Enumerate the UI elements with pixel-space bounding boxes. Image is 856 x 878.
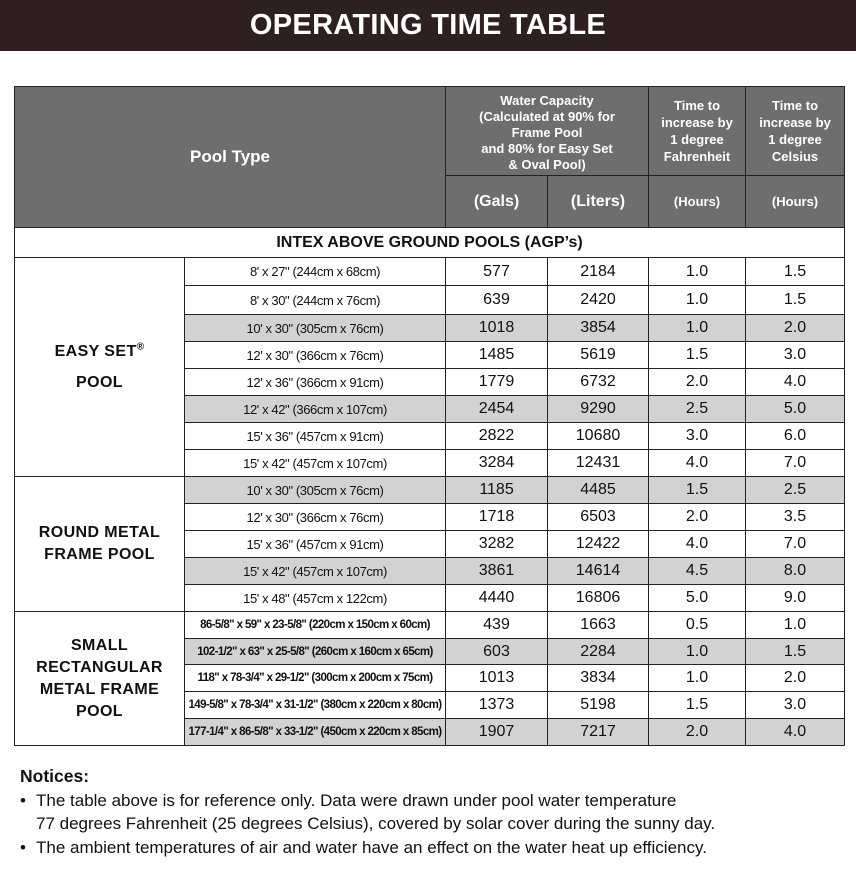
cell-gals: 1779 (446, 369, 548, 396)
table-row (15, 258, 845, 286)
cell-hours-c: 2.5 (746, 477, 845, 504)
header-line: increase by (661, 115, 733, 130)
pool-size: 177-1/4" x 86-5/8" x 33-1/2" (450cm x 220cm x 85cm) (185, 719, 446, 746)
cell-hours-c: 7.0 (746, 531, 845, 558)
cell-gals: 603 (446, 639, 548, 665)
cell-gals: 2454 (446, 396, 548, 423)
pool-group-name (15, 612, 185, 746)
cell-hours-f: 2.5 (649, 396, 746, 423)
cell-liters: 5619 (548, 342, 649, 369)
cell-hours-f: 4.5 (649, 558, 746, 585)
header-line: (Calculated at 90% for (479, 108, 615, 124)
cell-gals: 1013 (446, 665, 548, 692)
cell-liters: 2184 (548, 258, 649, 286)
cell-liters: 12422 (548, 531, 649, 558)
pool-size: 8' x 30" (244cm x 76cm) (185, 286, 446, 315)
cell-hours-c: 3.0 (746, 342, 845, 369)
table-row (15, 612, 845, 639)
cell-gals: 1373 (446, 692, 548, 719)
header-line: Celsius (771, 149, 819, 164)
cell-gals: 3284 (446, 450, 548, 477)
table-row (15, 477, 845, 504)
cell-liters: 16806 (548, 585, 649, 612)
cell-liters: 14614 (548, 558, 649, 585)
pool-group-line: POOL (76, 702, 123, 720)
pool-group-name (15, 477, 185, 612)
cell-gals: 4440 (446, 585, 548, 612)
header-liters: (Liters) (548, 176, 649, 228)
cell-gals: 1185 (446, 477, 548, 504)
cell-hours-c: 2.0 (746, 315, 845, 342)
cell-gals: 3861 (446, 558, 548, 585)
notice-line: The ambient temperatures of air and water have an effect on the water heat up efficiency. (36, 837, 707, 857)
cell-gals: 2822 (446, 423, 548, 450)
pool-size: 15' x 36" (457cm x 91cm) (185, 531, 446, 558)
cell-hours-f: 2.0 (649, 369, 746, 396)
cell-hours-f: 1.5 (649, 342, 746, 369)
pool-size: 10' x 30" (305cm x 76cm) (185, 315, 446, 342)
pool-group-line: SMALL (70, 636, 129, 654)
cell-gals: 1485 (446, 342, 548, 369)
pool-size: 12' x 30" (366cm x 76cm) (185, 504, 446, 531)
cell-hours-c: 3.0 (746, 692, 845, 719)
pool-size: 12' x 42" (366cm x 107cm) (185, 396, 446, 423)
cell-liters: 5198 (548, 692, 649, 719)
header-line: Fahrenheit (663, 149, 731, 164)
cell-gals: 1018 (446, 315, 548, 342)
cell-liters: 12431 (548, 450, 649, 477)
cell-liters: 6732 (548, 369, 649, 396)
pool-group-line: RECTANGULAR (36, 658, 163, 676)
cell-hours-c: 1.5 (746, 258, 845, 286)
header-hours-fahrenheit: (Hours) (649, 176, 746, 228)
notice-line: 77 degrees Fahrenheit (25 degrees Celsius), covered by solar cover during the sunny day. (36, 814, 716, 833)
cell-hours-f: 3.0 (649, 423, 746, 450)
pool-group-name (15, 258, 185, 477)
cell-hours-c: 7.0 (746, 450, 845, 477)
cell-liters: 9290 (548, 396, 649, 423)
cell-gals: 3282 (446, 531, 548, 558)
cell-hours-f: 1.0 (649, 286, 746, 315)
pool-size: 15' x 42" (457cm x 107cm) (185, 450, 446, 477)
cell-hours-f: 2.0 (649, 719, 746, 746)
page-title: OPERATING TIME TABLE (0, 0, 856, 51)
cell-gals: 1718 (446, 504, 548, 531)
notice-line: The table above is for reference only. Data were drawn under pool water temperature (36, 790, 677, 810)
cell-gals: 439 (446, 612, 548, 639)
pool-size: 102-1/2" x 63" x 25-5/8" (260cm x 160cm x 65cm) (185, 639, 446, 665)
cell-hours-c: 1.5 (746, 639, 845, 665)
operating-time-table (14, 86, 845, 746)
notice-item (20, 789, 850, 836)
cell-gals: 1907 (446, 719, 548, 746)
header-line: 1 degree (670, 132, 724, 147)
pool-size: 10' x 30" (305cm x 76cm) (185, 477, 446, 504)
notices (20, 765, 850, 859)
cell-hours-f: 1.0 (649, 665, 746, 692)
header-water-capacity (446, 87, 649, 176)
registered-mark: ® (136, 341, 145, 353)
cell-hours-f: 5.0 (649, 585, 746, 612)
cell-liters: 2420 (548, 286, 649, 315)
cell-hours-c: 3.5 (746, 504, 845, 531)
bullet-icon: • (20, 837, 26, 857)
pool-size: 15' x 36" (457cm x 91cm) (185, 423, 446, 450)
section-title: INTEX ABOVE GROUND POOLS (AGP’s) (15, 228, 845, 258)
cell-liters: 2284 (548, 639, 649, 665)
header-line: and 80% for Easy Set (481, 140, 613, 156)
cell-hours-f: 2.0 (649, 504, 746, 531)
cell-liters: 6503 (548, 504, 649, 531)
pool-size: 86-5/8" x 59" x 23-5/8" (220cm x 150cm x 60cm) (185, 612, 446, 639)
header-line: increase by (759, 115, 831, 130)
cell-gals: 577 (446, 258, 548, 286)
pool-size: 12' x 36" (366cm x 91cm) (185, 369, 446, 396)
cell-liters: 3854 (548, 315, 649, 342)
pool-group-line: ROUND METAL (38, 524, 161, 541)
cell-liters: 4485 (548, 477, 649, 504)
cell-hours-c: 5.0 (746, 396, 845, 423)
header-gals: (Gals) (446, 176, 548, 228)
cell-hours-c: 4.0 (746, 719, 845, 746)
pool-size: 149-5/8" x 78-3/4" x 31-1/2" (380cm x 220cm x 80cm) (185, 692, 446, 719)
header-hours-celsius: (Hours) (746, 176, 845, 228)
pool-size: 15' x 48" (457cm x 122cm) (185, 585, 446, 612)
pool-size: 15' x 42" (457cm x 107cm) (185, 558, 446, 585)
pool-group-line: EASY SET® (54, 341, 145, 360)
pool-size: 8' x 27" (244cm x 68cm) (185, 258, 446, 286)
cell-hours-c: 1.0 (746, 612, 845, 639)
header-line: 1 degree (768, 132, 822, 147)
cell-hours-f: 4.0 (649, 531, 746, 558)
cell-liters: 10680 (548, 423, 649, 450)
cell-liters: 3834 (548, 665, 649, 692)
cell-liters: 7217 (548, 719, 649, 746)
notices-heading: Notices: (20, 766, 90, 786)
cell-hours-c: 1.5 (746, 286, 845, 315)
header-time-fahrenheit (649, 87, 746, 176)
cell-hours-c: 9.0 (746, 585, 845, 612)
cell-hours-f: 1.0 (649, 315, 746, 342)
header-line: & Oval Pool) (508, 156, 586, 172)
cell-hours-f: 1.0 (649, 639, 746, 665)
cell-hours-c: 6.0 (746, 423, 845, 450)
pool-group-line: POOL (76, 373, 123, 391)
header-time-celsius (746, 87, 845, 176)
cell-hours-f: 1.5 (649, 477, 746, 504)
cell-hours-c: 4.0 (746, 369, 845, 396)
cell-liters: 1663 (548, 612, 649, 639)
cell-gals: 639 (446, 286, 548, 315)
header-line: Water Capacity (500, 92, 594, 108)
cell-hours-c: 2.0 (746, 665, 845, 692)
pool-size: 12' x 30" (366cm x 76cm) (185, 342, 446, 369)
bullet-icon: • (20, 790, 26, 810)
cell-hours-f: 4.0 (649, 450, 746, 477)
header-line: Time to (674, 98, 721, 113)
pool-group-line: METAL FRAME (39, 680, 160, 698)
header-line: Time to (772, 98, 819, 113)
cell-hours-f: 1.0 (649, 258, 746, 286)
notice-item (20, 836, 850, 860)
cell-hours-f: 0.5 (649, 612, 746, 639)
pool-size: 118" x 78-3/4" x 29-1/2" (300cm x 200cm x 75cm) (185, 665, 446, 692)
pool-group-line: FRAME POOL (44, 546, 155, 563)
header-pool-type: Pool Type (15, 87, 446, 228)
notices-list (20, 789, 850, 860)
cell-hours-f: 1.5 (649, 692, 746, 719)
header-line: Frame Pool (511, 124, 583, 140)
cell-hours-c: 8.0 (746, 558, 845, 585)
